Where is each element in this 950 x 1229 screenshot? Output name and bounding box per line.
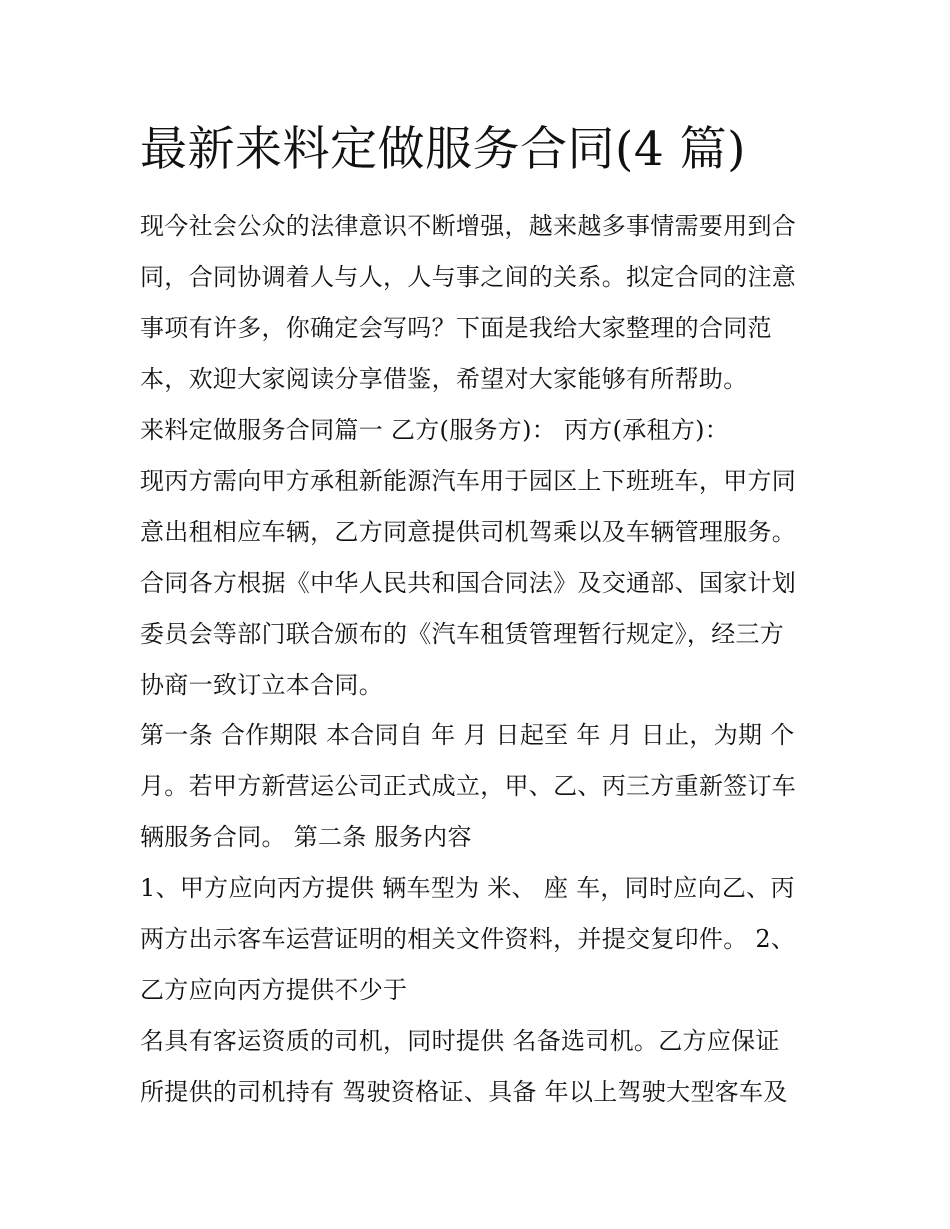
paragraph-line: 名具有客运资质的司机，同时提供 名备选司机。乙方应保证	[140, 1027, 780, 1055]
paragraph-line: 月。若甲方新营运公司正式成立，甲、乙、丙三方重新签订车	[140, 772, 797, 800]
paragraph-line: 乙方应向丙方提供不少于	[140, 976, 408, 1004]
paragraph-line: 协商一致订立本合同。	[140, 671, 383, 699]
paragraph-line: 所提供的司机持有 驾驶资格证、具备 年以上驾驶大型客车及	[140, 1078, 788, 1106]
document-title: 最新来料定做服务合同(4 篇)	[140, 122, 747, 177]
paragraph-line: 现丙方需向甲方承租新能源汽车用于园区上下班班车，甲方同	[140, 467, 797, 495]
paragraph-line: 事项有许多，你确定会写吗？下面是我给大家整理的合同范	[140, 314, 772, 342]
paragraph-line: 辆服务合同。 第二条 服务内容	[140, 823, 472, 851]
paragraph-line: 现今社会公众的法律意识不断增强，越来越多事情需要用到合	[140, 212, 797, 240]
paragraph-line: 合同各方根据《中华人民共和国合同法》及交通部、国家计划	[140, 569, 797, 597]
paragraph-line: 委员会等部门联合颁布的《汽车租赁管理暂行规定》，经三方	[140, 620, 785, 648]
paragraph-line: 意出租相应车辆，乙方同意提供司机驾乘以及车辆管理服务。	[140, 518, 797, 546]
paragraph-line: 来料定做服务合同篇一 乙方(服务方)： 丙方(承租方)：	[140, 416, 730, 444]
paragraph-line: 两方出示客车运营证明的相关文件资料，并提交复印件。 2、	[140, 925, 796, 953]
paragraph-line: 1、甲方应向丙方提供 辆车型为 米、 座 车，同时应向乙、丙	[140, 874, 795, 902]
paragraph-line: 同，合同协调着人与人，人与事之间的关系。拟定合同的注意	[140, 263, 797, 291]
paragraph-line: 第一条 合作期限 本合同自 年 月 日起至 年 月 日止，为期 个	[140, 721, 795, 749]
paragraph-line: 本，欢迎大家阅读分享借鉴，希望对大家能够有所帮助。	[140, 365, 748, 393]
